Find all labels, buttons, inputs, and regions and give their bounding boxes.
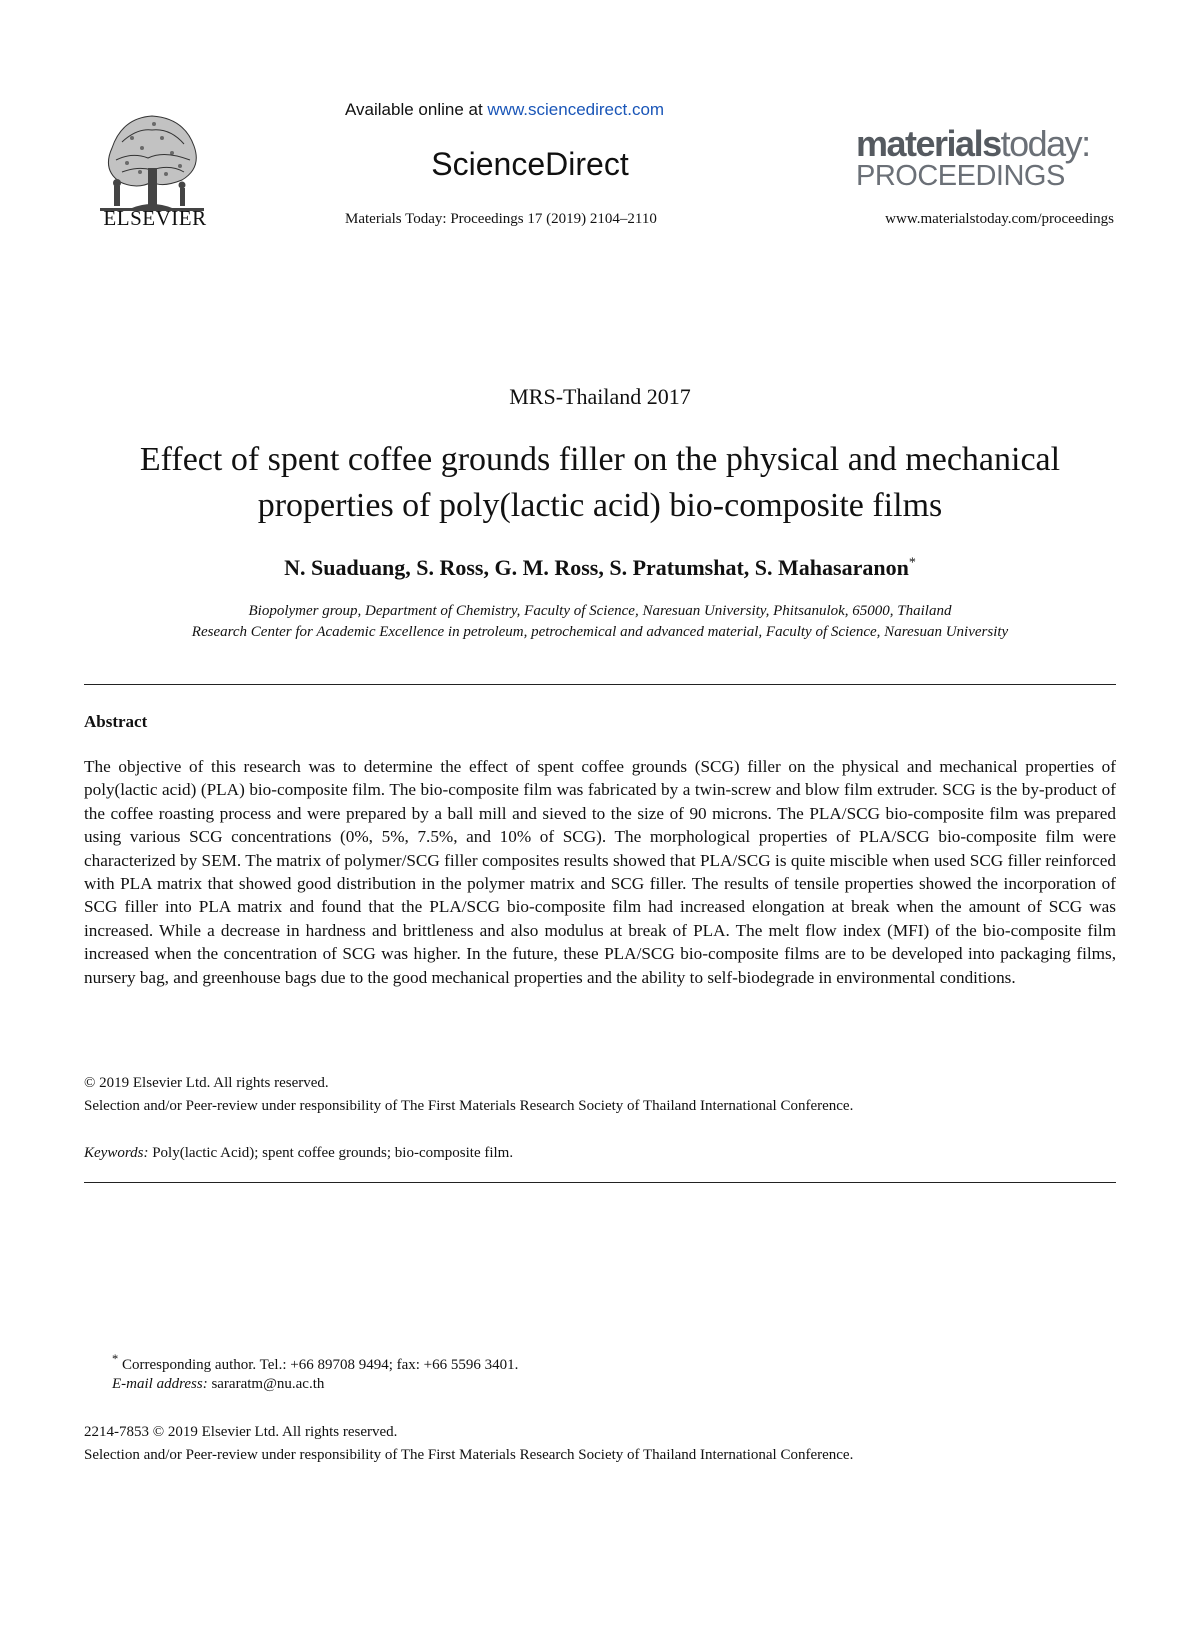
footer-peer-review: Selection and/or Peer-review under responsibility of The First Materials Research Society of Thailand International Conference. <box>84 1447 854 1463</box>
availability-line <box>345 100 725 120</box>
journal-citation: Materials Today: Proceedings 17 (2019) 2104–2110 <box>345 211 657 227</box>
conference-name: MRS-Thailand 2017 <box>509 384 691 409</box>
publisher-name: ELSEVIER <box>103 206 207 230</box>
email-address[interactable]: sararatm@nu.ac.th <box>207 1376 325 1392</box>
logo-today-word: today: <box>1000 123 1090 164</box>
peer-review-statement: Selection and/or Peer-review under responsibility of The First Materials Research Society of Thailand International Conference. <box>84 1098 854 1114</box>
footnote-mark: * <box>112 1352 119 1366</box>
materials-today-logo <box>856 123 1116 192</box>
corresponding-author-mark: * <box>908 555 916 571</box>
abstract-heading: Abstract <box>84 712 148 731</box>
affiliation-1: Biopolymer group, Department of Chemistry, Faculty of Science, Naresuan University, Phitsanulok, 65000, Thailand <box>248 603 952 619</box>
authors: N. Suaduang, S. Ross, G. M. Ross, S. Pratumshat, S. Mahasaranon <box>284 555 909 580</box>
email-line <box>112 1376 1012 1393</box>
copyright-notice: © 2019 Elsevier Ltd. All rights reserved. <box>84 1075 329 1091</box>
article-title <box>60 437 1140 529</box>
logo-materials-word: materials <box>856 123 1001 164</box>
abstract-body: The objective of this research was to determine the effect of spent coffee grounds (SCG) filler on the physical and mechanical properties of poly(lactic acid) (PLA) bio-composite film. The bio-composite film was fabricated by a twin-screw and blow film extruder. SCG is the by-product of the coffee roasting process and were prepared by a ball mill and sieved to the size of 90 microns. The PLA/SCG bio-composite film was prepared using various SCG concentrations (0%, 5%, 7.5%, and 10% of SCG). The morphological properties of PLA/SCG bio-composite film were characterized by SEM. The matrix of polymer/SCG filler composites results showed that PLA/SCG is quite miscible when used SCG filler reinforced with PLA matrix that showed good distribution in the polymer matrix and SCG filler. The results of tensile properties showed the incorporation of SCG filler into PLA matrix and found that the PLA/SCG bio-composite film had increased elongation at break when the amount of SCG was increased. While a decrease in hardness and brittleness and also modulus at break of PLA. The melt flow index (MFI) of the bio-composite film increased when the concentration of SCG was higher. In the future, these PLA/SCG bio-composite films are to be developed into packaging films, nursery bag, and greenhouse bags due to the good mechanical properties and the ability to self-biodegrade in environmental conditions. <box>84 757 1116 987</box>
platform-title: ScienceDirect <box>431 146 629 182</box>
sciencedirect-link[interactable]: www.sciencedirect.com <box>487 100 665 119</box>
divider-bottom <box>84 1182 1116 1183</box>
divider-top <box>84 684 1116 685</box>
author-list <box>100 555 1100 581</box>
logo-proceedings-word: PROCEEDINGS <box>856 160 1065 192</box>
keywords-line <box>84 1145 1124 1162</box>
availability-prefix: Available online at <box>345 100 488 119</box>
corresponding-author-footnote <box>112 1352 1012 1374</box>
email-label: E-mail address: <box>112 1376 208 1392</box>
article-title-line-1: Effect of spent coffee grounds filler on the physical and mechanical <box>139 441 1061 478</box>
corresponding-author-contact: Corresponding author. Tel.: +66 89708 9494; fax: +66 5596 3401. <box>118 1357 519 1373</box>
keywords-label: Keywords: <box>84 1145 149 1161</box>
affiliation-2: Research Center for Academic Excellence in petroleum, petrochemical and advanced material, Faculty of Science, Naresuan University <box>191 624 1009 640</box>
keywords: Poly(lactic Acid); spent coffee grounds; bio-composite film. <box>148 1145 514 1161</box>
article-title-line-2: properties of poly(lactic acid) bio-composite films <box>257 487 943 524</box>
journal-url[interactable]: www.materialstoday.com/proceedings <box>885 211 1114 227</box>
issn-line: 2214-7853 © 2019 Elsevier Ltd. All rights reserved. <box>84 1424 398 1440</box>
